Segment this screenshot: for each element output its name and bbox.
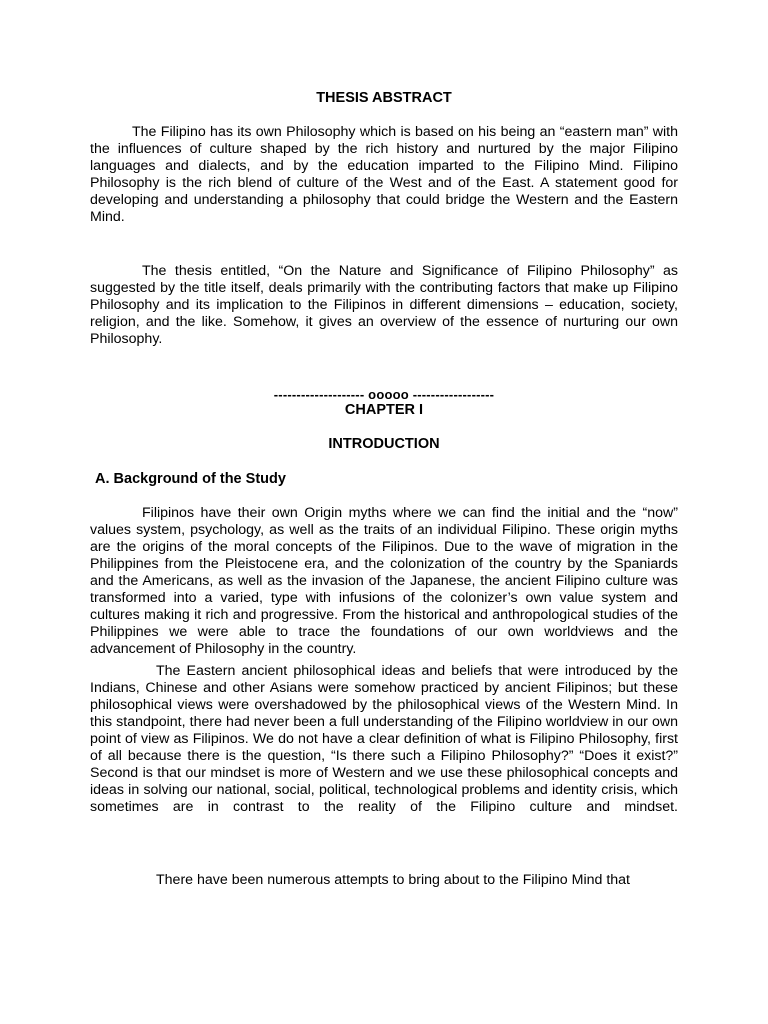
background-paragraph-3: There have been numerous attempts to bring about to the Filipino Mind that bbox=[156, 872, 630, 888]
chapter-label: CHAPTER I bbox=[344, 402, 424, 418]
section-title: A. Background of the Study bbox=[95, 471, 286, 487]
chapter-title: INTRODUCTION bbox=[328, 436, 440, 452]
abstract-paragraph-1: The Filipino has its own Philosophy which is based on his being an “eastern man” with the influences of culture shaped by the rich history and nurtured by the major Filipino languages and dialects, and by the education imparted to the Filipino Mind. Filipino Philosophy is the rich blend of culture of the West and of the East. A statement good for developing and understanding a philosophy that could bridge the Western and the Eastern Mind. bbox=[90, 124, 678, 225]
abstract-paragraph-2: The thesis entitled, “On the Nature and Significance of Filipino Philosophy” as suggested by the title itself, deals primarily with the contributing factors that make up Filipino Philosophy and its implication to the Filipinos in different dimensions – education, society, religion, and the like. Somehow, it gives an overview of the essence of nurturing our own Philosophy. bbox=[90, 263, 678, 347]
background-paragraph-1: Filipinos have their own Origin myths where we can find the initial and the “now” values system, psychology, as well as the traits of an individual Filipino. These origin myths are the origins of the moral concepts of the Filipinos. Due to the wave of migration in the Philippines from the Pleistocene era, and the colonization of the country by the Spaniards and the Americans, as well as the invasion of the Japanese, the ancient Filipino culture was transformed into a varied, type with infusions of the colonizer’s own value system and cultures making it rich and progressive. From the historical and anthropological studies of the Philippines we were able to trace the foundations of our own worldviews and the advancement of Philosophy in the country. bbox=[90, 505, 678, 657]
abstract-title: THESIS ABSTRACT bbox=[316, 90, 452, 106]
background-paragraph-2: The Eastern ancient philosophical ideas and beliefs that were introduced by the Indians, Chinese and other Asians were somehow practiced by ancient Filipinos; but these philosophical views were overshadowed by the philosophical views of the Western Mind. In this standpoint, there had never been a full understanding of the Filipino worldview in our own point of view as Filipinos. We do not have a clear definition of what is Filipino Philosophy, first of all because there is the question, “Is there such a Filipino Philosophy?” “Does it exist?” Second is that our mindset is more of Western and we use these philosophical concepts and ideas in solving our national, social, political, technological problems and identity crisis, which sometimes are in contrast to the reality of the Filipino culture and mindset. bbox=[90, 663, 678, 815]
section-divider: -------------------- ooooo ------------------ bbox=[273, 387, 495, 402]
document-page bbox=[90, 0, 678, 1024]
